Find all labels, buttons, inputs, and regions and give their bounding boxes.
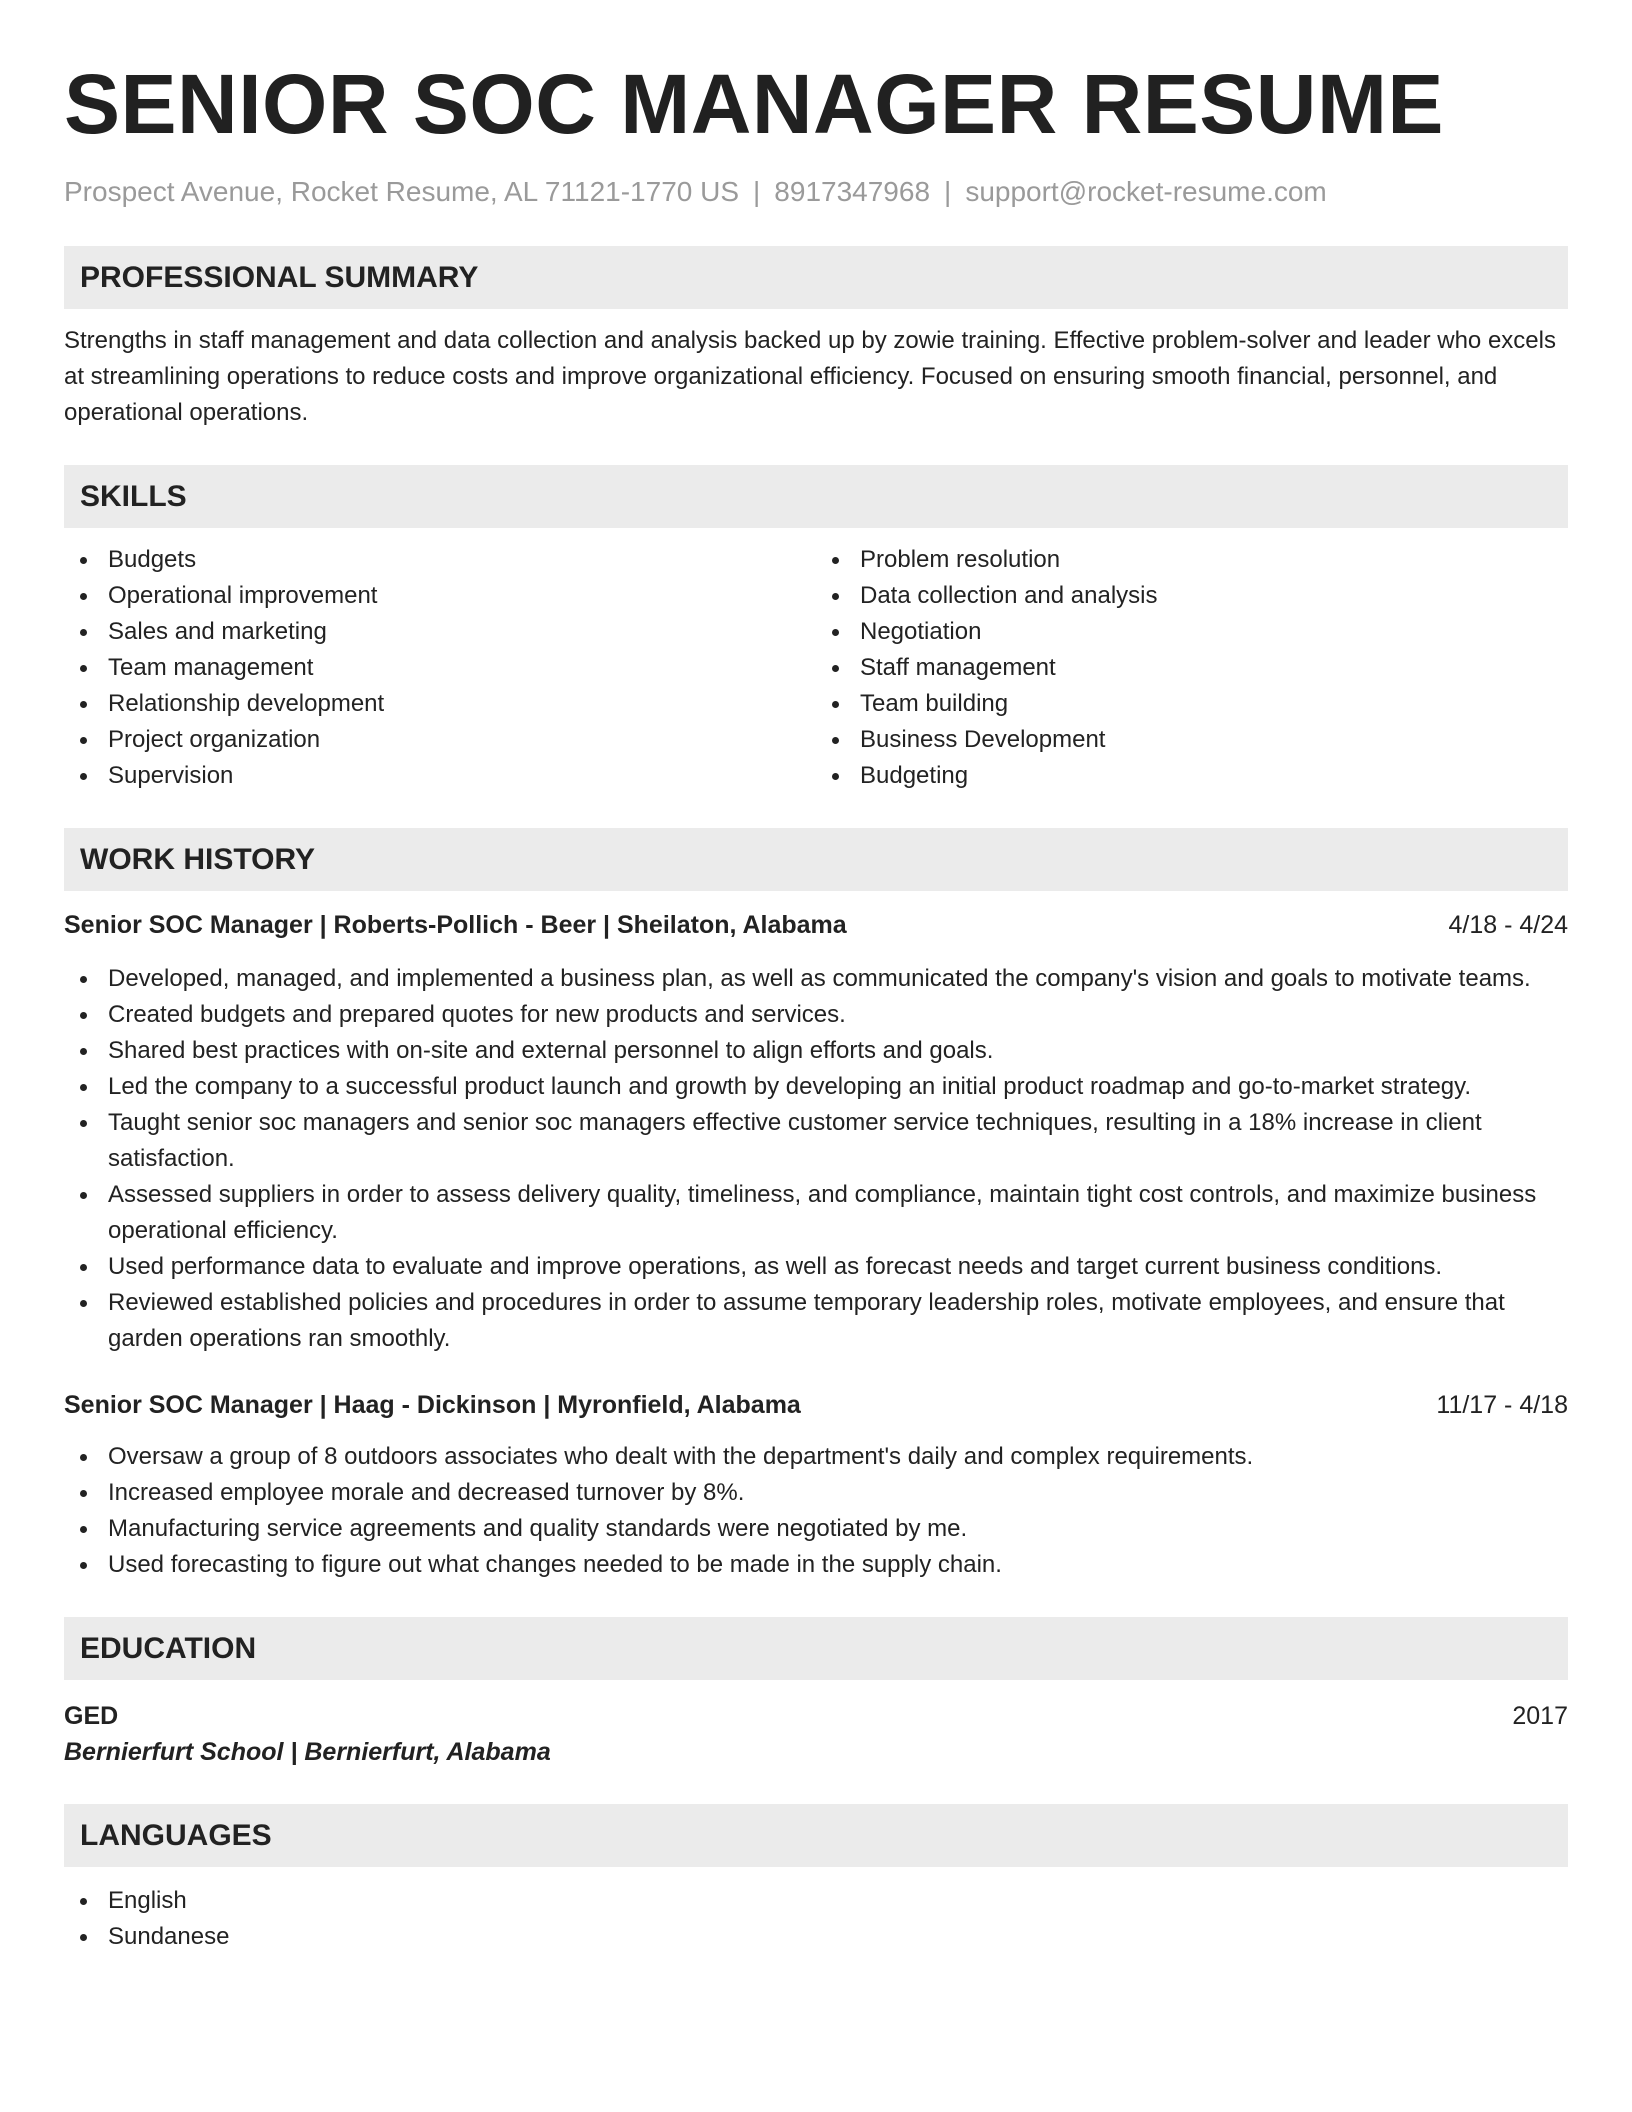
job-title: Senior SOC Manager | Roberts-Pollich - Beer | Sheilaton, Alabama: [64, 911, 847, 939]
contact-address: Prospect Avenue, Rocket Resume, AL 71121-1770 US: [64, 176, 740, 207]
skills-heading: SKILLS: [64, 465, 1568, 528]
summary-text: Strengths in staff management and data collection and analysis backed up by zowie training. Effective problem-solver and leader who excels at streamlining operations to reduce costs and improve organizational efficiency. Focused on ensuring smooth financial, personnel, and operational operations.: [64, 327, 1556, 426]
skill-item: Team building: [816, 686, 1568, 722]
job-bullet: Oversaw a group of 8 outdoors associates who dealt with the department's daily and complex requirements.: [64, 1439, 1568, 1475]
languages-list: [64, 1883, 1568, 1955]
languages-section: [64, 1804, 1568, 1955]
education-header: [64, 1698, 1568, 1734]
job-bullet: Taught senior soc managers and senior soc managers effective customer service techniques, resulting in a 18% increase in client satisfaction.: [64, 1105, 1568, 1177]
job-bullet: Reviewed established policies and procedures in order to assume temporary leadership roles, motivate employees, and ensure that garden operations ran smoothly.: [64, 1285, 1568, 1357]
job-bullets: [64, 961, 1568, 1357]
job-bullet: Developed, managed, and implemented a business plan, as well as communicated the company's vision and goals to motivate teams.: [64, 961, 1568, 997]
job-bullets: [64, 1439, 1568, 1583]
job-entry: [64, 1387, 1568, 1583]
languages-heading: LANGUAGES: [64, 1804, 1568, 1867]
contact-email[interactable]: support@rocket-resume.com: [965, 176, 1327, 207]
skill-item: Negotiation: [816, 614, 1568, 650]
education-degree: GED: [64, 1702, 119, 1730]
job-dates: 11/17 - 4/18: [1436, 1391, 1568, 1419]
skill-item: Sales and marketing: [64, 614, 816, 650]
work-section: [64, 828, 1568, 1583]
job-title: Senior SOC Manager | Haag - Dickinson | Myronfield, Alabama: [64, 1391, 801, 1419]
job-bullet: Assessed suppliers in order to assess delivery quality, timeliness, and compliance, maintain tight cost controls, and maximize business operational efficiency.: [64, 1177, 1568, 1249]
job-bullet: Increased employee morale and decreased turnover by 8%.: [64, 1475, 1568, 1511]
skill-item: Team management: [64, 650, 816, 686]
education-year: 2017: [1512, 1702, 1568, 1730]
job-dates: 4/18 - 4/24: [1448, 911, 1568, 939]
job-bullet: Led the company to a successful product launch and growth by developing an initial product roadmap and go-to-market strategy.: [64, 1069, 1568, 1105]
skill-item: Business Development: [816, 722, 1568, 758]
contact-separator: |: [944, 176, 952, 207]
work-heading: WORK HISTORY: [64, 828, 1568, 891]
job-bullet: Used performance data to evaluate and improve operations, as well as forecast needs and target current business conditions.: [64, 1249, 1568, 1285]
contact-separator: |: [753, 176, 761, 207]
skills-grid: [64, 542, 1568, 794]
summary-heading: PROFESSIONAL SUMMARY: [64, 246, 1568, 309]
skill-item: Operational improvement: [64, 578, 816, 614]
contact-phone: 8917347968: [774, 176, 931, 207]
summary-section: [64, 246, 1568, 431]
skill-item: Problem resolution: [816, 542, 1568, 578]
job-bullet: Created budgets and prepared quotes for new products and services.: [64, 997, 1568, 1033]
skill-item: Budgets: [64, 542, 816, 578]
language-item: English: [64, 1883, 1568, 1919]
language-item: Sundanese: [64, 1919, 1568, 1955]
job-bullet: Shared best practices with on-site and external personnel to align efforts and goals.: [64, 1033, 1568, 1069]
skills-section: [64, 465, 1568, 794]
resume-title: SENIOR SOC MANAGER RESUME: [64, 57, 1444, 151]
skill-item: Project organization: [64, 722, 816, 758]
education-school: Bernierfurt School | Bernierfurt, Alabama: [64, 1738, 551, 1766]
job-bullet: Used forecasting to figure out what changes needed to be made in the supply chain.: [64, 1547, 1568, 1583]
skills-list-right: [816, 542, 1568, 794]
skill-item: Budgeting: [816, 758, 1568, 794]
skill-item: Relationship development: [64, 686, 816, 722]
job-header: [64, 1387, 1568, 1423]
job-entry: [64, 907, 1568, 1357]
education-heading: EDUCATION: [64, 1617, 1568, 1680]
contact-line: [64, 174, 1568, 210]
job-bullet: Manufacturing service agreements and quality standards were negotiated by me.: [64, 1511, 1568, 1547]
skill-item: Supervision: [64, 758, 816, 794]
job-header: [64, 907, 1568, 943]
education-section: [64, 1617, 1568, 1770]
skills-list-left: [64, 542, 816, 794]
skill-item: Staff management: [816, 650, 1568, 686]
skill-item: Data collection and analysis: [816, 578, 1568, 614]
